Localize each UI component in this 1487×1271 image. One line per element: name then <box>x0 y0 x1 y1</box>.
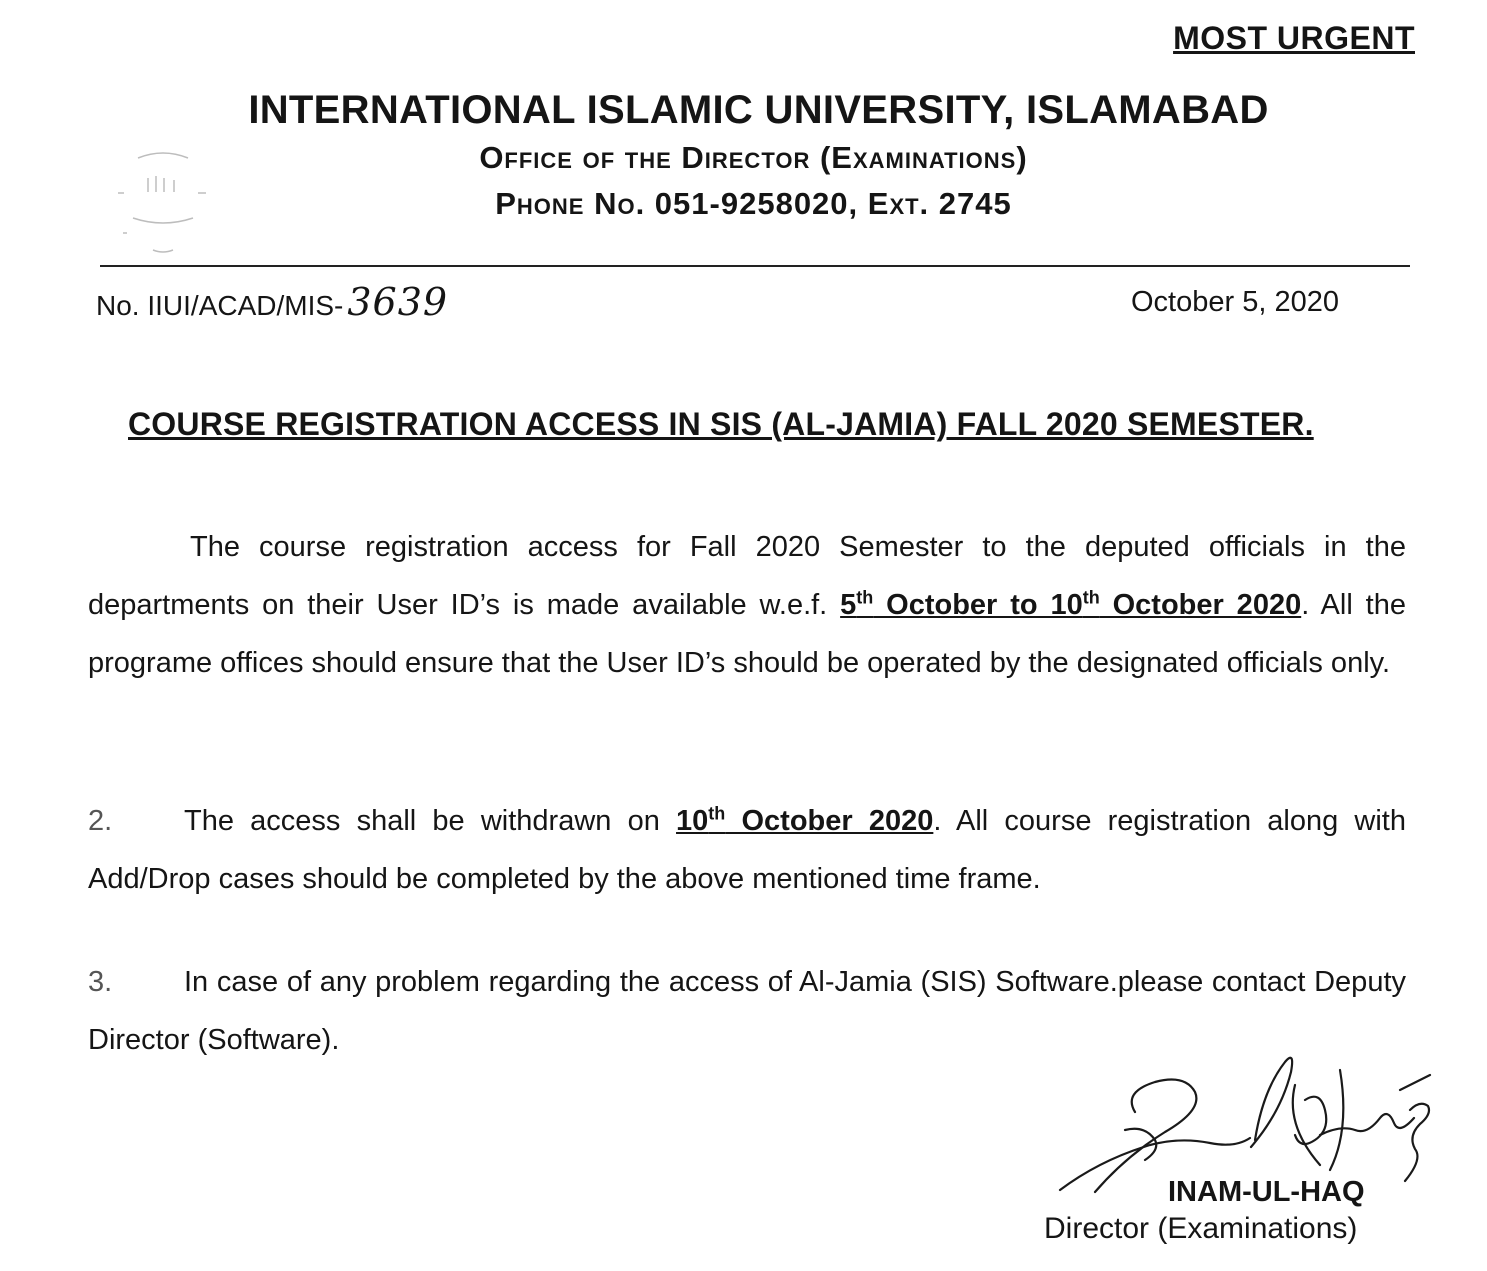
p2-text-before: The access shall be withdrawn on <box>184 805 677 837</box>
p2-text-after: . All course registration along with Add/Drop cases should be completed by the above mentioned time frame. <box>88 805 1406 895</box>
p1-text-before: The course registration access for Fall 2020 Semester to the deputed officials in the departments on their User ID’s is made available w.e.f. <box>88 531 1406 621</box>
header-divider <box>100 265 1410 267</box>
university-name: INTERNATIONAL ISLAMIC UNIVERSITY, ISLAMABAD <box>248 88 1269 132</box>
p2-highlight-date: 10th October 2020 <box>676 803 934 837</box>
reference-prefix: No. IIUI/ACAD/MIS- <box>96 290 344 321</box>
paragraph-1 <box>88 518 1406 692</box>
p1-highlight-dates: 5th October to 10th October 2020 <box>840 587 1302 621</box>
signatory-title: Director (Examinations) <box>1044 1212 1358 1245</box>
reference-number <box>96 280 448 324</box>
p3-number: 3. <box>88 966 113 998</box>
letter-subject: COURSE REGISTRATION ACCESS IN SIS (AL-JAMIA) FALL 2020 SEMESTER. <box>128 406 1314 442</box>
p2-number: 2. <box>88 805 113 837</box>
p3-text: In case of any problem regarding the access of Al-Jamia (SIS) Software.please contact Deputy Director (Software). <box>88 966 1406 1056</box>
reference-handwritten-number: 3639 <box>347 280 449 324</box>
signatory-name: INAM-UL-HAQ <box>1168 1176 1365 1208</box>
urgency-label: MOST URGENT <box>1173 20 1415 56</box>
office-name: Office of the Director (Examinations) <box>479 140 1028 175</box>
paragraph-2 <box>88 792 1406 908</box>
p1-text-after: . All the programe offices should ensure that the User ID’s should be operated by the designated officials only. <box>88 589 1406 679</box>
office-phone: Phone No. 051-9258020, Ext. 2745 <box>495 186 1012 221</box>
letter-date: October 5, 2020 <box>1131 286 1339 318</box>
